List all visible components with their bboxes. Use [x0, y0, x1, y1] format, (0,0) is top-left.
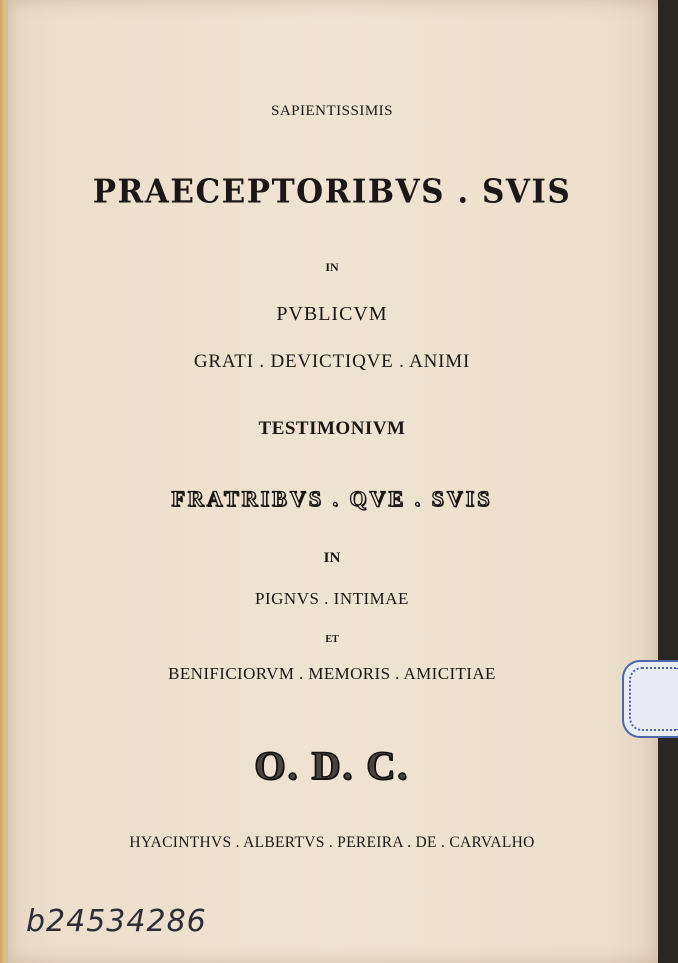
library-label-tab	[622, 660, 678, 738]
dedication-line-sapientissimis: SAPIENTISSIMIS	[270, 103, 394, 119]
dedication-line-fratribus: FRATRIBVS . QVE . SVIS	[171, 486, 493, 511]
dedication-line-pignus: PIGNVS . INTIMAE	[255, 589, 409, 608]
handwritten-shelfmark: b24534286	[26, 904, 207, 939]
dedication-line-in-second: IN	[323, 550, 341, 566]
dedication-line-testimonium: TESTIMONIVM	[258, 418, 406, 439]
dedication-line-in: IN	[325, 260, 339, 274]
dedication-line-grati: GRATI . DEVICTIQVE . ANIMI	[193, 351, 471, 372]
book-page	[6, 0, 658, 963]
dedication-initials: O. D. C.	[254, 743, 410, 788]
author-name: HYACINTHVS . ALBERTVS . PEREIRA . DE . CARVALHO	[129, 834, 535, 851]
dedication-line-et: ET	[325, 634, 339, 645]
dedication-line-publicum: PVBLICVM	[276, 303, 388, 325]
book-spine-edge	[0, 0, 8, 963]
dedication-line-beneficiorum: BENIFICIORVM . MEMORIS . AMICITIAE	[168, 664, 496, 683]
dedication-line-praeceptoribus: PRAECEPTORIBVS . SVIS	[92, 173, 572, 211]
